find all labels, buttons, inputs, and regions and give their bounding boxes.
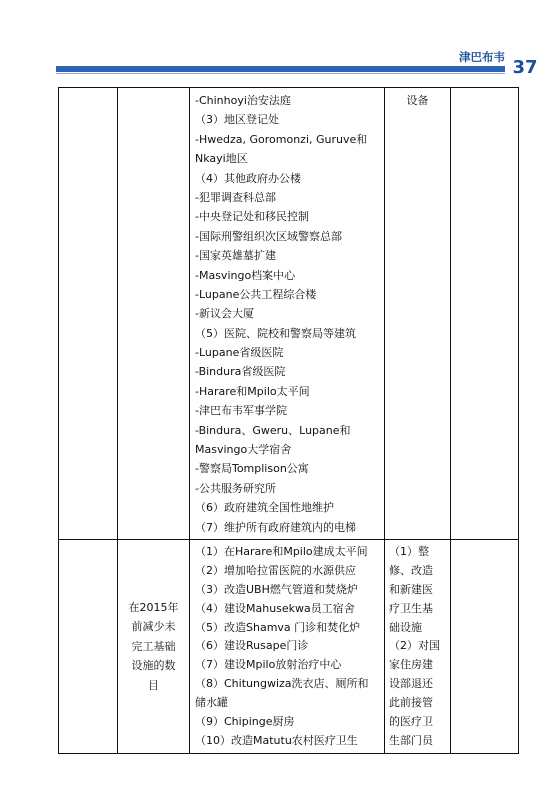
table-cell-category (118, 539, 190, 753)
item-line: -国际刑警组织次区域警察总部 (195, 229, 342, 243)
category-line: 完工基础 (131, 639, 176, 653)
note-line: 此前接管 (389, 696, 433, 710)
item-line: -Bindura省级医院 (195, 365, 286, 379)
item-line: （6）建设Rusape门诊 (195, 639, 309, 653)
item-line: （5）医院、院校和警察局等建筑 (195, 326, 356, 340)
table-row (59, 88, 519, 540)
item-line: （3）改造UBH燃气管道和焚烧炉 (195, 582, 358, 596)
item-line: -新议会大厦 (195, 307, 254, 321)
note-line: （1）整 (389, 544, 429, 558)
table-cell-empty (59, 88, 118, 540)
note-line: 疗卫生基 (389, 601, 433, 615)
table-row (59, 539, 519, 753)
item-line: -犯罪调查科总部 (195, 190, 276, 204)
item-line: -Lupane公共工程综合楼 (195, 287, 317, 301)
category-label (118, 598, 189, 696)
item-line: （7）建设Mpilo放射治疗中心 (195, 658, 342, 672)
category-line: 目 (148, 678, 159, 692)
page-header-title: 津巴布韦 (459, 50, 505, 64)
projects-table (58, 87, 519, 754)
header-rule-thin (56, 73, 505, 74)
item-line: -Masvingo档案中心 (195, 268, 296, 282)
item-line: Masvingo大学宿舍 (195, 443, 292, 457)
table-cell-equipment (385, 88, 451, 540)
equipment-label: 设备 (406, 94, 429, 107)
item-line: （4）其他政府办公楼 (195, 171, 301, 185)
item-line: Nkayi地区 (195, 152, 248, 166)
note-line: 和新建医 (389, 582, 433, 596)
item-line: （7）维护所有政府建筑内的电梯 (195, 520, 356, 534)
header-rule (56, 66, 505, 72)
item-line: -Bindura、Gweru、Lupane和 (195, 423, 351, 437)
note-line: （2）对国 (389, 639, 440, 653)
note-line: 家住房建 (389, 658, 433, 672)
item-line: -Chinhoyi治安法庭 (195, 94, 291, 107)
table-cell-empty (451, 88, 519, 540)
table-cell-empty (451, 539, 519, 753)
category-line: 在2015年 (128, 600, 179, 614)
category-line: 前减少未 (131, 620, 176, 634)
note-line: 设部退还 (389, 677, 433, 691)
page-number: 37 (512, 57, 538, 78)
item-line: （2）增加哈拉雷医院的水源供应 (195, 563, 356, 577)
note-line: 的医疗卫 (389, 715, 433, 728)
item-line: -警察局Tomplison公寓 (195, 462, 309, 476)
note-line: 修、改造 (389, 563, 433, 577)
item-line: -Harare和Mpilo太平间 (195, 384, 310, 398)
item-line: （10）改造Matutu农村医疗卫生 (195, 733, 358, 747)
item-line: （5）改造Shamva 门诊和焚化炉 (195, 620, 361, 634)
item-line: -公共服务研究所 (195, 481, 276, 495)
item-line: -中央登记处和移民控制 (195, 210, 309, 224)
item-line: （9）Chipinge厨房 (195, 715, 295, 728)
table-cell-items (190, 88, 385, 540)
item-list (190, 540, 384, 753)
item-line: （6）政府建筑全国性地维护 (195, 501, 334, 515)
item-line: （4）建设Mahusekwa员工宿舍 (195, 601, 355, 615)
note-line: 础设施 (389, 620, 422, 634)
note-line: 生部门员 (389, 733, 433, 747)
item-line: （8）Chitungwiza洗衣店、厕所和 (195, 677, 369, 691)
table-cell-items (190, 539, 385, 753)
item-line: -Hwedza, Goromonzi, Guruve和 (195, 132, 368, 146)
notes-list (385, 540, 450, 753)
item-line: -津巴布韦军事学院 (195, 404, 287, 418)
table-cell-notes (385, 539, 451, 753)
item-line: （1）在Harare和Mpilo建成太平间 (195, 544, 368, 558)
table-cell-empty (59, 539, 118, 753)
item-list (190, 88, 384, 539)
item-line: -Lupane省级医院 (195, 346, 284, 360)
item-line: （3）地区登记处 (195, 113, 279, 127)
item-line: -国家英雄墓扩建 (195, 249, 276, 263)
category-line: 设施的数 (131, 659, 176, 673)
item-line: 储水罐 (195, 696, 228, 710)
table-cell-category (118, 88, 190, 540)
